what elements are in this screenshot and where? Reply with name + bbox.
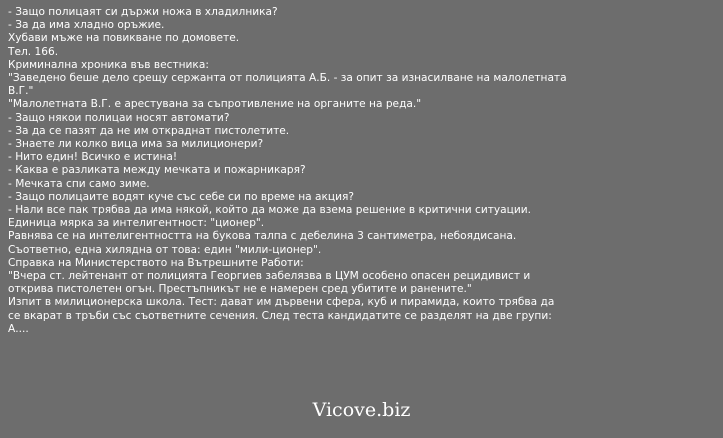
text-line: Тел. 166. xyxy=(8,45,59,58)
text-line: - Знаете ли колко вица има за милиционери? xyxy=(8,138,264,151)
text-line: Равнява се на интелигентността на букова талпа с дебелина 3 сантиметра, небоядисана. xyxy=(8,230,517,243)
text-line: В.Г." xyxy=(8,85,34,98)
text-line: - За да има хладно оръжие. xyxy=(8,19,165,32)
text-line: "Малолетната В.Г. е арестувана за съпротивление на органите на реда." xyxy=(8,98,422,111)
text-line: Справка на Министерството на Вътрешните Работи: xyxy=(8,256,304,269)
text-line: - Нито един! Всичко е истина! xyxy=(8,151,178,164)
text-line: Криминална хроника във вестника: xyxy=(8,58,209,71)
text-line: - Нали все пак трябва да има някой, който да може да взема решение в критични ситуации. xyxy=(8,204,531,217)
text-line: - Каква е разликата между мечката и пожарникаря? xyxy=(8,164,306,177)
text-line: "Вчера ст. лейтенант от полицията Георгиев забелязва в ЦУМ особено опасен рецидивист и xyxy=(8,270,531,283)
text-line: А.... xyxy=(8,322,29,335)
text-line: - Защо полицаят си държи ножа в хладилника? xyxy=(8,6,278,18)
text-line: Изпит в милиционерска школа. Тест: дават им дървени сфера, куб и пирамида, които трябва да xyxy=(8,296,555,309)
text-line: "Заведено беше дело срещу сержанта от полицията А.Б. - за опит за изнасилване на малолетната xyxy=(8,72,567,85)
joke-text xyxy=(8,6,718,336)
text-line: Хубави мъже на повикване по домовете. xyxy=(8,32,240,45)
text-line: - За да се пазят да не им откраднат пистолетите. xyxy=(8,124,290,137)
text-line: - Мечката спи само зиме. xyxy=(8,177,150,190)
text-line: Единица мярка за интелигентност: "ционер". xyxy=(8,217,265,230)
text-line: открива пистолетен огън. Престъпникът не е намерен сред убитите и ранените." xyxy=(8,283,472,296)
text-line: - Защо полицаите водят куче със себе си по време на акция? xyxy=(8,190,355,203)
text-line: се вкарат в тръби със съответните сечения. След теста кандидатите се разделят на две групи: xyxy=(8,309,552,322)
site-watermark: Vicove.biz xyxy=(312,399,411,421)
text-line: Съответно, една хилядна от това: един "мили-ционер". xyxy=(8,243,322,256)
text-line: - Защо някои полицаи носят автомати? xyxy=(8,111,230,124)
